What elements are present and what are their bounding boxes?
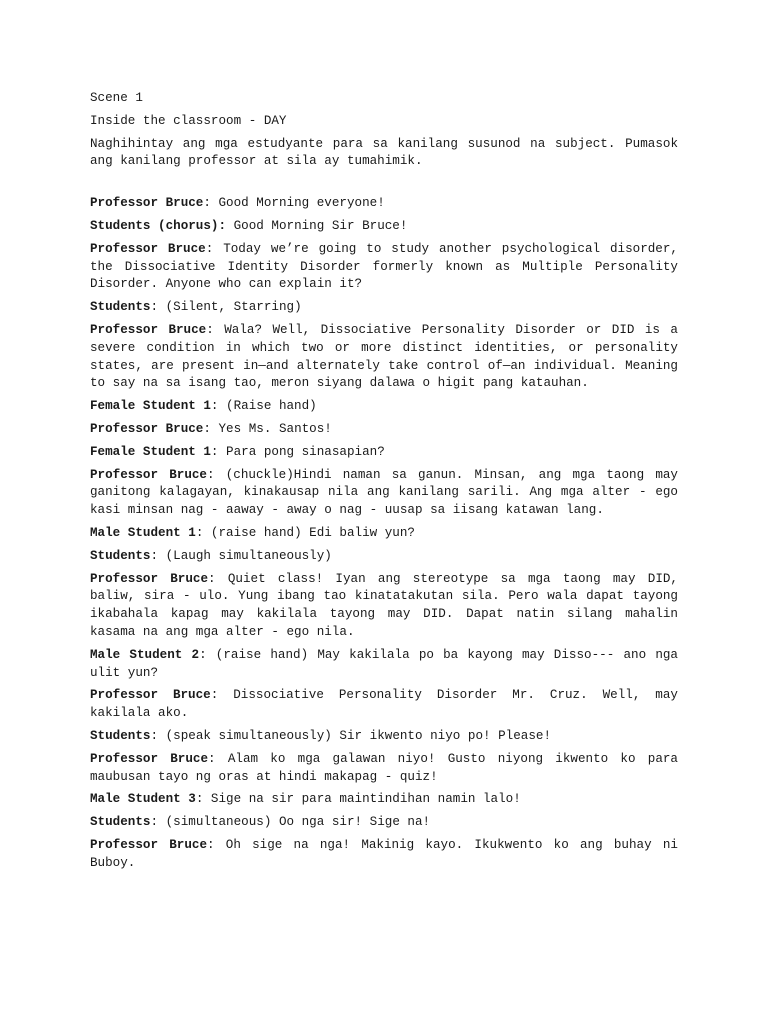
dialogue-line bbox=[90, 467, 678, 520]
dialogue-line bbox=[90, 241, 678, 294]
dialogue-line bbox=[90, 791, 678, 809]
speaker-colon: : bbox=[210, 444, 219, 459]
speaker-colon: : bbox=[203, 196, 211, 211]
speaker-name: Students bbox=[90, 548, 151, 563]
dialogue-line bbox=[90, 322, 678, 393]
dialogue-line bbox=[90, 687, 678, 723]
dialogue-line bbox=[90, 218, 678, 236]
speaker-name: Professor Bruce bbox=[90, 688, 211, 703]
scene-setting: Inside the classroom - DAY bbox=[90, 113, 287, 128]
spacer bbox=[90, 176, 678, 195]
speaker-name: Male Student 3 bbox=[90, 792, 196, 807]
speaker-colon: : bbox=[150, 548, 159, 563]
speaker-name: Professor Bruce bbox=[90, 571, 209, 586]
dialogue-line bbox=[90, 421, 678, 439]
speaker-name: Professor Bruce bbox=[90, 196, 204, 211]
dialogue-line bbox=[90, 444, 678, 462]
speaker-colon: : bbox=[207, 837, 215, 852]
dialogue-text: Dissociative Personality Disorder Mr. Cruz. Well, may kakilala ako. bbox=[90, 688, 678, 721]
dialogue-text: Good Morning Sir Bruce! bbox=[226, 218, 408, 233]
speaker-name: Male Student 1 bbox=[90, 525, 196, 540]
speaker-name: Professor Bruce bbox=[90, 241, 206, 256]
dialogue-line bbox=[90, 728, 678, 746]
speaker-name: Professor Bruce bbox=[90, 751, 209, 766]
dialogue-list bbox=[90, 195, 678, 872]
dialogue-text: Oh sige na nga! Makinig kayo. Ikukwento ko ang buhay ni Buboy. bbox=[90, 837, 678, 870]
dialogue-line bbox=[90, 195, 678, 213]
speaker-name: Students bbox=[90, 728, 151, 743]
speaker-name: Students (chorus): bbox=[90, 218, 227, 233]
speaker-name: Female Student 1 bbox=[90, 444, 211, 459]
script-page bbox=[90, 90, 678, 877]
speaker-colon: : bbox=[150, 815, 159, 830]
dialogue-line bbox=[90, 837, 678, 873]
dialogue-line bbox=[90, 814, 678, 832]
dialogue-text: Quiet class! Iyan ang stereotype sa mga taong may DID, baliw, sira - ulo. Yung ibang tao kinatatakutan sila. Pero wala dapat tayong ikabahala kapag may kakilala tayong may DID. Dapat natin silang mahalin kasama na ang mga alter - ego nila. bbox=[90, 571, 678, 639]
dialogue-text: (Laugh simultaneously) bbox=[158, 548, 332, 563]
scene-intro: Naghihintay ang mga estudyante para sa kanilang susunod na subject. Pumasok ang kanilang professor at sila ay tumahimik. bbox=[90, 136, 678, 169]
speaker-colon: : bbox=[203, 421, 211, 436]
dialogue-text: (Raise hand) bbox=[218, 399, 317, 414]
dialogue-text: Sige na sir para maintindihan namin lalo! bbox=[203, 792, 521, 807]
dialogue-text: (speak simultaneously) Sir ikwento niyo po! Please! bbox=[158, 728, 552, 743]
speaker-name: Professor Bruce bbox=[90, 837, 208, 852]
speaker-name: Male Student 2 bbox=[90, 647, 200, 662]
speaker-colon: : bbox=[208, 751, 216, 766]
speaker-colon: : bbox=[210, 688, 219, 703]
dialogue-text: Yes Ms. Santos! bbox=[210, 421, 332, 436]
dialogue-text: Today we’re going to study another psychological disorder, the Dissociative Identity Disorder formerly known as Multiple Personality Disorder. Anyone who can explain it? bbox=[90, 241, 678, 292]
speaker-name: Students bbox=[90, 300, 151, 315]
dialogue-text: (Silent, Starring) bbox=[158, 300, 302, 315]
dialogue-text: Alam ko mga galawan niyo! Gusto niyong ikwento ko para maubusan tayo ng oras at hindi makapag - quiz! bbox=[90, 751, 678, 784]
speaker-name: Professor Bruce bbox=[90, 322, 207, 337]
speaker-name: Students bbox=[90, 815, 151, 830]
speaker-colon: : bbox=[205, 241, 214, 256]
speaker-colon: : bbox=[207, 467, 215, 482]
speaker-name: Female Student 1 bbox=[90, 399, 211, 414]
speaker-colon: : bbox=[199, 647, 207, 662]
dialogue-text: Good Morning everyone! bbox=[210, 196, 385, 211]
speaker-name: Professor Bruce bbox=[90, 421, 204, 436]
speaker-name: Professor Bruce bbox=[90, 467, 207, 482]
speaker-colon: : bbox=[206, 322, 214, 337]
speaker-colon: : bbox=[150, 300, 159, 315]
dialogue-line bbox=[90, 571, 678, 642]
dialogue-text: (chuckle)Hindi naman sa ganun. Minsan, ang mga taong may ganitong kalagayan, kinakausap nila ang kanilang sarili. Ang mga alter - ego kasi minsan nag - aaway - away o nag - uusap sa iisang katawan lang. bbox=[90, 467, 678, 518]
dialogue-text: Wala? Well, Dissociative Personality Disorder or DID is a severe condition in which two or more distinct identities, or personality states, are present in—and alternately take control of—an individual. Meaning to say na sa isang tao, meron siyang dalawa o higit pang katauhan. bbox=[90, 322, 678, 391]
dialogue-line bbox=[90, 299, 678, 317]
speaker-colon: : bbox=[208, 571, 216, 586]
speaker-colon: : bbox=[210, 399, 219, 414]
dialogue-line bbox=[90, 751, 678, 787]
dialogue-line bbox=[90, 548, 678, 566]
dialogue-line bbox=[90, 525, 678, 543]
speaker-colon: : bbox=[150, 728, 159, 743]
dialogue-text: (raise hand) Edi baliw yun? bbox=[203, 525, 415, 540]
dialogue-text: Para pong sinasapian? bbox=[218, 444, 385, 459]
dialogue-line bbox=[90, 398, 678, 416]
dialogue-text: (raise hand) May kakilala po ba kayong may Disso--- ano nga ulit yun? bbox=[90, 647, 678, 680]
dialogue-text: (simultaneous) Oo nga sir! Sige na! bbox=[158, 815, 431, 830]
dialogue-line bbox=[90, 647, 678, 683]
speaker-colon: : bbox=[195, 792, 204, 807]
scene-heading: Scene 1 bbox=[90, 91, 143, 105]
speaker-colon: : bbox=[195, 525, 204, 540]
